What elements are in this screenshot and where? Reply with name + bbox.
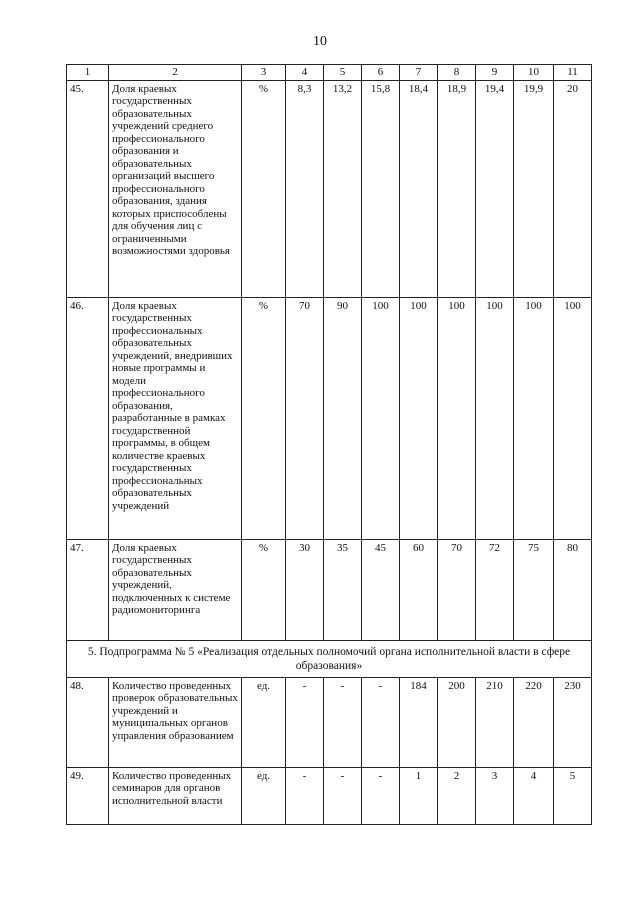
unit-cell: % [242, 297, 286, 539]
table-row [67, 297, 592, 539]
unit-cell: % [242, 80, 286, 297]
value-cell: 19,9 [514, 80, 554, 297]
header-cell: 6 [362, 65, 400, 81]
value-cell: 45 [362, 539, 400, 640]
header-cell: 8 [438, 65, 476, 81]
indicators-table [66, 64, 592, 825]
page-number: 10 [313, 34, 327, 49]
value-cell: - [362, 767, 400, 824]
value-cell: 220 [514, 677, 554, 767]
value-cell: 100 [514, 297, 554, 539]
unit-cell: ед. [242, 677, 286, 767]
indicator-name: Доля краевых государственных профессиональных образовательных учреждений, внедривших новые программы и модели профессионального образования, разработанные в рамках государственной программы, в общем количестве краевых государственных профессиональных образовательных учреждений [109, 297, 242, 539]
table-row [67, 767, 592, 824]
value-cell: 4 [514, 767, 554, 824]
header-cell: 2 [109, 65, 242, 81]
value-cell: 70 [286, 297, 324, 539]
value-cell: 60 [400, 539, 438, 640]
value-cell: 100 [554, 297, 592, 539]
section-heading: 5. Подпрограмма № 5 «Реализация отдельных полномочий органа исполнительной власти в сфере образования» [67, 640, 592, 677]
header-cell: 11 [554, 65, 592, 81]
header-cell: 10 [514, 65, 554, 81]
value-cell: 20 [554, 80, 592, 297]
table-row [67, 677, 592, 767]
value-cell: 15,8 [362, 80, 400, 297]
value-cell: 8,3 [286, 80, 324, 297]
value-cell: - [286, 677, 324, 767]
row-number: 48. [67, 677, 109, 767]
value-cell: - [324, 767, 362, 824]
row-number: 49. [67, 767, 109, 824]
value-cell: 75 [514, 539, 554, 640]
value-cell: 19,4 [476, 80, 514, 297]
value-cell: 70 [438, 539, 476, 640]
unit-cell: ед. [242, 767, 286, 824]
section-row [67, 640, 592, 677]
value-cell: 72 [476, 539, 514, 640]
value-cell: 2 [438, 767, 476, 824]
header-cell: 1 [67, 65, 109, 81]
indicator-name: Доля краевых государственных образовательных учреждений, подключенных к системе радиомониторинга [109, 539, 242, 640]
indicator-name: Количество проведенных семинаров для органов исполнительной власти [109, 767, 242, 824]
value-cell: 3 [476, 767, 514, 824]
header-cell: 9 [476, 65, 514, 81]
value-cell: - [362, 677, 400, 767]
value-cell: - [286, 767, 324, 824]
value-cell: 80 [554, 539, 592, 640]
row-number: 45. [67, 80, 109, 297]
value-cell: 184 [400, 677, 438, 767]
header-row [67, 65, 592, 81]
value-cell: 1 [400, 767, 438, 824]
indicator-name: Количество проведенных проверок образовательных учреждений и муниципальных органов управления образованием [109, 677, 242, 767]
value-cell: 13,2 [324, 80, 362, 297]
value-cell: 90 [324, 297, 362, 539]
row-number: 47. [67, 539, 109, 640]
value-cell: 30 [286, 539, 324, 640]
value-cell: 18,4 [400, 80, 438, 297]
row-number: 46. [67, 297, 109, 539]
unit-cell: % [242, 539, 286, 640]
header-cell: 5 [324, 65, 362, 81]
value-cell: 200 [438, 677, 476, 767]
value-cell: 18,9 [438, 80, 476, 297]
table-row [67, 80, 592, 297]
value-cell: 100 [476, 297, 514, 539]
header-cell: 3 [242, 65, 286, 81]
value-cell: 230 [554, 677, 592, 767]
value-cell: - [324, 677, 362, 767]
table-row [67, 539, 592, 640]
value-cell: 100 [438, 297, 476, 539]
value-cell: 100 [362, 297, 400, 539]
value-cell: 210 [476, 677, 514, 767]
value-cell: 35 [324, 539, 362, 640]
header-cell: 7 [400, 65, 438, 81]
value-cell: 100 [400, 297, 438, 539]
value-cell: 5 [554, 767, 592, 824]
indicator-name: Доля краевых государственных образовательных учреждений среднего профессионального образования и образовательных организаций высшего профессионального образования, здания которых приспособлены для обучения лиц с ограниченными возможностями здоровья [109, 80, 242, 297]
header-cell: 4 [286, 65, 324, 81]
